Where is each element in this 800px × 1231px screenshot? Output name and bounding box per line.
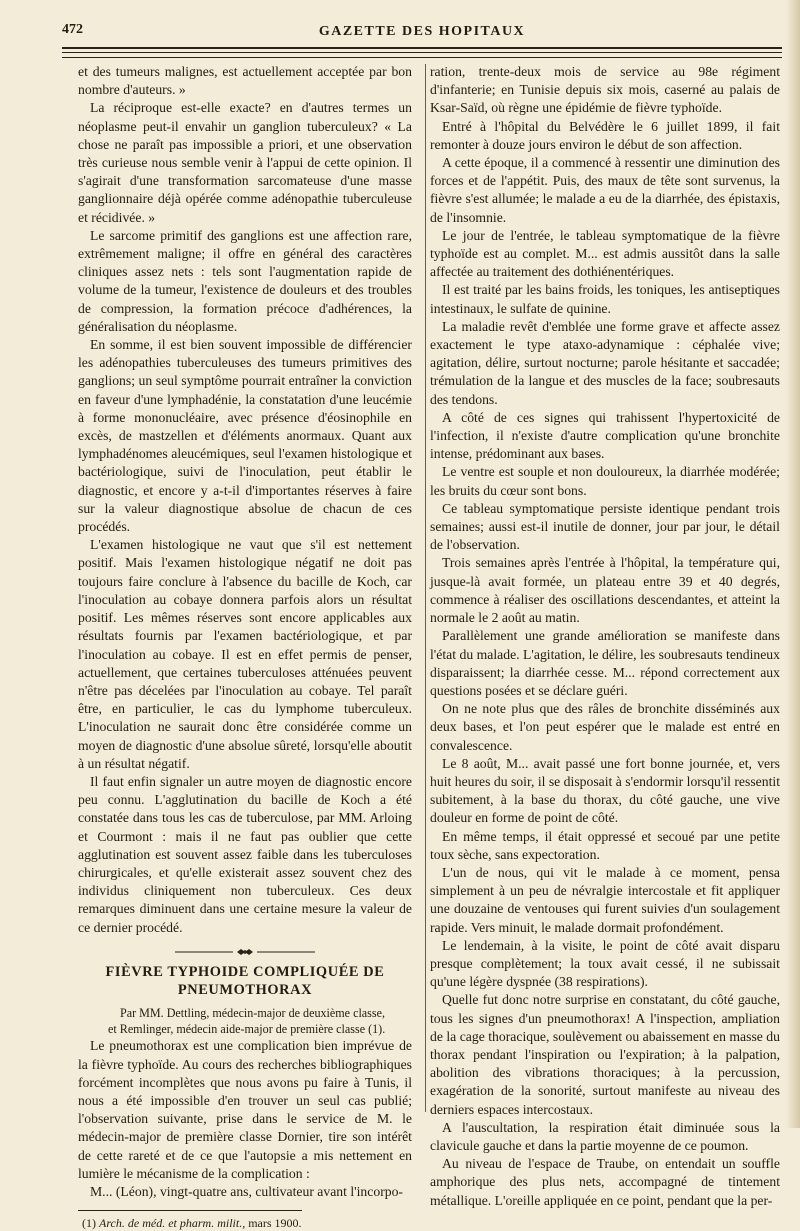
section-ornament	[78, 944, 412, 956]
paragraph: Trois semaines après l'entrée à l'hôpital, la température qui, jusque-là avait formée, un plateau entre 39 et 40 degrés, commence à réaliser des oscillations descendantes, et atteint la normale le 2 août au matin.	[430, 555, 780, 626]
paragraph: L'examen histologique ne vaut que s'il est nettement positif. Mais l'examen histologique négatif ne doit pas toujours faire conclure à l'absence du bacille de Koch, car l'inoculation au cobaye donnera parfois alors un résultat positif. Les mêmes réserves sont encore applicables aux résultats fournis par l'examen bactériologique, et par l'inoculation au cobaye. Il est en effet permis de penser, actuellement, que certaines tuberculoses atténuées peuvent n'être pas décelées par l'inoculation au cobaye. Tel paraît être, en particulier, le cas du lymphome tuberculeux. L'inoculation ne saurait donc être considérée comme un moyen de diagnostic d'une absolue sûreté, lorsqu'elle aboutit à un résultat négatif.	[78, 537, 412, 771]
page-header	[62, 22, 782, 44]
footnote-number: (1)	[82, 1216, 96, 1231]
left-column	[78, 63, 412, 1231]
paragraph: A l'auscultation, la respiration était diminuée sous la clavicule gauche et dans la partie moyenne de ce poumon.	[430, 1119, 780, 1153]
paragraph: A côté de ces signes qui trahissent l'hypertoxicité de l'infection, il n'existe d'autre complication qu'une bronchite intense, prédominant aux bases.	[430, 409, 780, 462]
paragraph: ration, trente-deux mois de service au 98e régiment d'infanterie; en Tunisie depuis six mois, caserné au palais de Ksar-Saïd, où règne une épidémie de fièvre typhoïde.	[430, 64, 780, 116]
paragraph: Entré à l'hôpital du Belvédère le 6 juillet 1899, il fait remonter à douze jours environ le début de son affection.	[430, 118, 780, 152]
page-number: 472	[62, 22, 83, 37]
paragraph: Au niveau de l'espace de Traube, on entendait un souffle amphorique des plus nets, accompagné de tintement métallique. L'oreille appliquée en ce point, pendant que la per-	[430, 1156, 780, 1208]
paragraph: L'un de nous, qui vit le malade à ce moment, pensa simplement à un peu de névralgie intercostale et fit appliquer une douzaine de ventouses qui furent suivies d'un soulagement rapide. Vers minuit, le malade dormait profondément.	[430, 864, 780, 935]
article-title: FIÈVRE TYPHOIDE COMPLIQUÉE DE PNEUMOTHORAX	[105, 963, 385, 998]
footnote	[78, 1216, 412, 1231]
paragraph: A cette époque, il a commencé à ressentir une diminution des forces et de l'appétit. Puis, des maux de tête sont survenus, la fièvre s'est allumée; le malade a eu de la diarrhée, des épistaxis, de l'insomnie.	[430, 155, 780, 225]
paragraph: En même temps, il était oppressé et secoué par une petite toux sèche, sans expectoration.	[430, 828, 780, 862]
authors-line: Par MM. Dettling, médecin-major de deuxième classe,	[120, 1006, 385, 1021]
footnote-rule	[78, 1210, 302, 1211]
header-rule	[62, 52, 782, 53]
right-column	[430, 63, 780, 1210]
column-divider	[425, 64, 426, 1112]
paragraph: Il est traité par les bains froids, les toniques, les antiseptiques intestinaux, le sulfate de quinine.	[430, 282, 780, 316]
paragraph: Le jour de l'entrée, le tableau symptomatique de la fièvre typhoïde est au complet. M... est admis aussitôt dans la salle affectée au traitement des dothiénentériques.	[430, 227, 780, 280]
paragraph: On ne note plus que des râles de bronchite disséminés aux deux bases, et l'on peut espérer que le malade est entré en convalescence.	[430, 701, 780, 753]
paragraph: Le ventre est souple et non douloureux, la diarrhée modérée; les bruits du cœur sont bons.	[430, 464, 780, 498]
journal-title: GAZETTE DES HOPITAUX	[318, 24, 526, 39]
footnote-date: mars 1900.	[248, 1216, 302, 1231]
footnote-source: Arch. de méd. et pharm. milit.,	[99, 1216, 246, 1231]
header-rule	[62, 47, 782, 49]
paragraph: Quelle fut donc notre surprise en constatant, du côté gauche, tous les signes d'un pneumothorax! A l'inspection, ampliation de la cage thoracique, soulèvement ou abaissement en masse du thorax pendant l'inspiration ou l'expiration; à la palpation, abolition des vibrations thoraciques; à la percussion, exagération de la sonorité, surtout manifeste au niveau des derniers espaces intercostaux.	[430, 992, 780, 1117]
authors-line: et Remlinger, médecin aide-major de première classe (1).	[108, 1021, 386, 1036]
paragraph: et des tumeurs malignes, est actuellement acceptée par bon nombre d'auteurs. »	[78, 64, 412, 98]
paragraph: Le lendemain, à la visite, le point de côté avait disparu presque complètement; la toux avait cessé, il ne subissait qu'une légère dyspnée (38 respirations).	[430, 937, 780, 990]
paragraph: La maladie revêt d'emblée une forme grave et affecte assez exactement le type ataxo-adynamique : céphalée vive; agitation, délire, surtout nocturne; parole hésitante et saccadée; trémulation de la langue et des muscles de la face; soubresauts des tendons.	[430, 318, 780, 407]
paragraph: Parallèlement une grande amélioration se manifeste dans l'état du malade. L'agitation, le délire, les soubresauts tendineux disparaissent; la diarrhée cesse. M... répond correctement aux questions posées et se déclare guéri.	[430, 628, 780, 698]
paragraph: Le sarcome primitif des ganglions est une affection rare, extrêmement maligne; il offre en général des caractères cliniques assez nets : tels sont l'augmentation rapide de volume de la tumeur, l'existence de douleurs et des troubles de compression, la formation précoce d'adhérences, la généralisation du néoplasme.	[78, 227, 412, 334]
paragraph: Le pneumothorax est une complication bien imprévue de la fièvre typhoïde. Au cours des recherches bibliographiques forcément incomplètes que nous avons pu faire à Tunis, il nous a été impossible d'en trouver un seul cas publié; l'observation suivante, prise dans le service de M. le médecin-major de première classe Dornier, tire son intérêt de cette rareté et de ce que l'autopsie a mis nettement en lumière le mécanisme de la complication :	[78, 1038, 412, 1181]
paragraph: M... (Léon), vingt-quatre ans, cultivateur avant l'incorpo-	[90, 1183, 403, 1199]
article-authors	[78, 1006, 412, 1037]
ornament-rule-icon	[175, 947, 315, 957]
paragraph: Il faut enfin signaler un autre moyen de diagnostic encore peu connu. L'agglutination du bacille de Koch a été constatée dans tous les cas de tuberculose, par MM. Arloing et Courmont : mais il ne faut pas oublier que cette agglutination est souvent assez faible dans les tuberculoses chirurgicales, et qu'elle existerait assez souvent chez des individus cliniquement non tuberculeux. Ces deux remarques diminuent dans une certaine mesure la valeur de ce dernier procédé.	[78, 773, 412, 935]
paragraph: Ce tableau symptomatique persiste identique pendant trois semaines; aussi est-il inutile de donner, jour par jour, le détail de l'observation.	[430, 500, 780, 553]
paragraph: Le 8 août, M... avait passé une fort bonne journée, et, vers huit heures du soir, il se disposait à s'endormir lorsqu'il ressentit subitement, à la base du thorax, du côté gauche, une vive douleur en forme de point de côté.	[430, 755, 780, 826]
paragraph: La réciproque est-elle exacte? en d'autres termes un néoplasme peut-il envahir un ganglion tuberculeux? « La chose ne paraît pas impossible a priori, et une observation très curieuse nous semble venir à l'appui de cette opinion. Il s'agirait d'une transformation sarcomateuse d'une masse ganglionnaire déjà opérée comme adénopathie tuberculeuse et récidivée. »	[78, 100, 412, 225]
header-rule	[62, 57, 782, 58]
page-edge-stain	[786, 0, 800, 1128]
paragraph: En somme, il est bien souvent impossible de différencier les adénopathies tuberculeuses des tumeurs primitives des ganglions; un seul symptôme pourrait entraîner la conviction en faveur d'une lymphadénie, la constatation d'une leucémie à forme mononucléaire, avec présence d'éosinophile en excès, de mastzellen et d'éléments anormaux. Quant aux lymphadénomes aleucémiques, seul l'examen histologique et bactériologique, suivi de l'inoculation, peut établir le diagnostic, et encore y a-t-il d'importantes réserves à faire sur la valeur diagnostique absolue de chacun de ces procédés.	[78, 337, 412, 535]
